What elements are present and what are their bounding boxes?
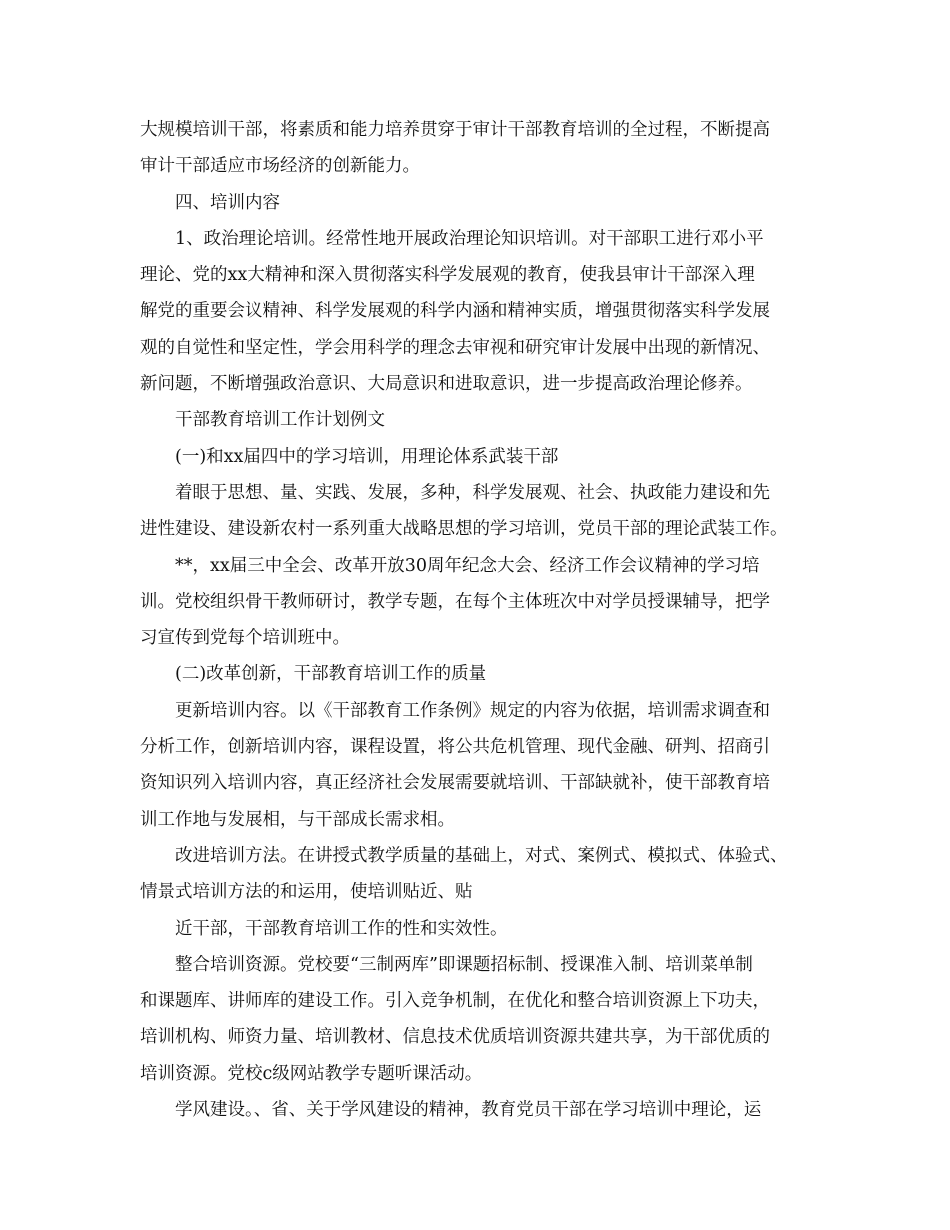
document-body [140,112,830,1128]
text-line: 培训资源。党校c级网站教学专题听课活动。 [140,1063,483,1084]
text-line: 审计干部适应市场经济的创新能力。 [140,156,420,177]
text-line: 习宣传到党每个培训班中。 [140,628,350,649]
text-line: 解党的重要会议精神、科学发展观的科学内涵和精神实质，增强贯彻落实科学发展 [140,301,770,322]
text-line: 情景式培训方法的和运用，使培训贴近、贴 [140,882,473,903]
text-line: 分析工作，创新培训内容，课程设置，将公共危机管理、现代金融、研判、招商引 [140,737,770,758]
text-line: 和课题库、讲师库的建设工作。引入竞争机制，在优化和整合培训资源上下功夫， [140,991,770,1012]
text-line: 观的自觉性和坚定性，学会用科学的理念去审视和研究审计发展中出现的新情况、 [140,337,770,358]
text-line: 着眼于思想、量、实践、发展，多种，科学发展观、社会、执政能力建设和先 [175,482,770,503]
text-line: 整合培训资源。党校要“三制两库”即课题招标制、授课准入制、培训菜单制 [175,954,753,975]
text-line: 理论、党的xx大精神和深入贯彻落实科学发展观的教育，使我县审计干部深入理 [140,265,755,286]
section-heading: 四、培训内容 [175,192,280,213]
subsection-heading: (一)和xx届四中的学习培训，用理论体系武装干部 [175,446,559,467]
section-heading: 干部教育培训工作计划例文 [175,410,385,431]
text-line: 更新培训内容。以《干部教育工作条例》规定的内容为依据，培训需求调查和 [175,700,770,721]
text-line: 训工作地与发展相，与干部成长需求相。 [140,809,455,830]
text-line: 资知识列入培训内容，真正经济社会发展需要就培训、干部缺就补，使干部教育培 [140,773,770,794]
text-line: 培训机构、师资力量、培训教材、信息技术优质培训资源共建共享，为干部优质的 [140,1027,770,1048]
text-line: 1、政治理论培训。经常性地开展政治理论知识培训。对干部职工进行邓小平 [175,228,764,249]
subsection-heading: (二)改革创新，干部教育培训工作的质量 [175,664,487,685]
text-line: 大规模培训干部，将素质和能力培养贯穿于审计干部教育培训的全过程，不断提高 [140,120,770,140]
text-line: **，xx届三中全会、改革开放30周年纪念大会、经济工作会议精神的学习培 [175,555,760,576]
text-line: 学风建设。、省、关于学风建设的精神，教育党员干部在学习培训中理论，运 [175,1100,762,1121]
text-line: 改进培训方法。在讲授式教学质量的基础上，对式、案例式、模拟式、体验式、 [175,845,788,866]
text-line: 训。党校组织骨干教师研讨，教学专题，在每个主体班次中对学员授课辅导，把学 [140,591,770,612]
text-line: 进性建设、建设新农村一系列重大战略思想的学习培训，党员干部的理论武装工作。 [140,519,788,540]
text-line: 近干部，干部教育培训工作的性和实效性。 [175,918,508,939]
text-line: 新问题，不断增强政治意识、大局意识和进取意识，进一步提高政治理论修养。 [140,374,753,395]
